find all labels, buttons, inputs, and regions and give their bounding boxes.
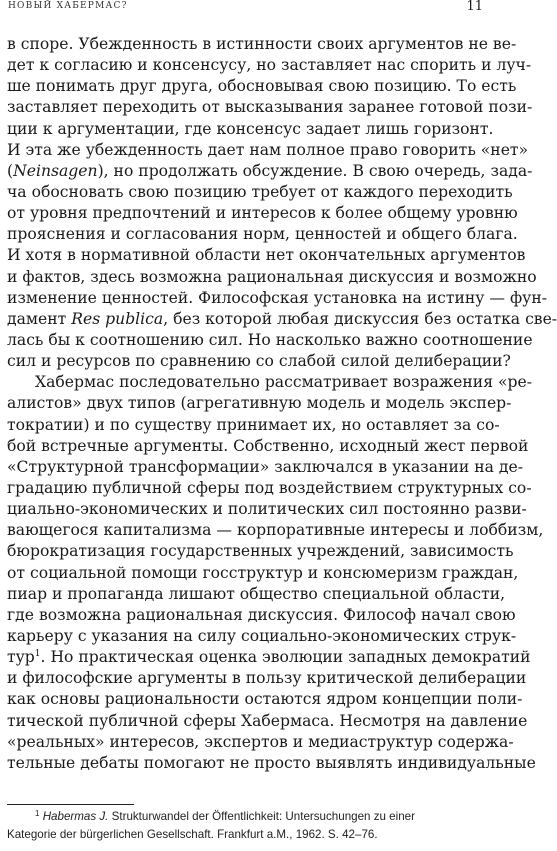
line-segment: . Но практическая оценка эволюции западных демократий: [40, 648, 531, 667]
footnote: [7, 808, 483, 844]
text-line: сил и ресурсов по сравнению со слабой силой делиберации?: [7, 352, 511, 371]
body-text: [7, 34, 557, 774]
italic-term: Neinsagen: [13, 161, 98, 180]
text-line: И хотя в нормативной области нет окончательных аргументов: [7, 246, 526, 265]
footnote-mark: 1: [35, 809, 40, 818]
text-line: от социальной помощи госструктур и консюмеризм граждан,: [7, 563, 519, 582]
line-segment: ), но продолжать обсуждение. В свою очередь, зада-: [97, 161, 533, 180]
page-header: [8, 1, 483, 15]
text-line: ции к аргументации, где консенсус задает лишь горизонт.: [7, 119, 494, 138]
text-line: в споре. Убежденность в истинности своих аргументов не ве-: [7, 35, 517, 53]
text-line: пиар и пропаганда лишают общество специальной области,: [7, 584, 506, 603]
text-line: от уровня предпочтений и интересов к более общему уровню: [7, 204, 518, 223]
text-line: изменение ценностей. Философская установка на истину — фун-: [7, 288, 548, 307]
text-line: дет к согласию и консенсусу, но заставляет нас спорить и луч-: [7, 56, 532, 75]
text-line: Хабермас последовательно рассматривает возражения «ре-: [35, 373, 533, 392]
text-line: карьеру с указания на силу социально-экономических струк-: [7, 626, 517, 645]
text-line: градацию публичной сферы под воздействием структурных со-: [7, 478, 532, 497]
text-line: как основы рациональности остаются ядром концепции поли-: [7, 690, 523, 709]
text-line: и фактов, здесь возможна рациональная дискуссия и возможно: [7, 267, 537, 286]
line-segment: , без которой любая дискуссия без остатка све-: [163, 309, 557, 328]
footnote-divider: [7, 804, 134, 805]
footnote-author: Habermas J.: [42, 810, 109, 823]
italic-term: Res publica: [71, 309, 164, 328]
line-segment: дамент: [7, 309, 72, 328]
text-line: вающегося капитализма — корпоративные интересы и лоббизм,: [7, 521, 544, 540]
text-line: И эта же убежденность дает нам полное право говорить «нет»: [7, 140, 529, 159]
footnote-reference[interactable]: 1: [34, 649, 41, 660]
text-line: прояснения и согласования норм, ценностей и общего блага.: [7, 225, 518, 244]
text-line: тельные дебаты помогают не просто выявлять индивидуальные: [7, 753, 536, 772]
text-line: заставляет переходить от высказывания заранее готовой пози-: [7, 98, 533, 117]
text-line: и философские аргументы в пользу критической делиберации: [7, 669, 527, 688]
footnote-text-1: Strukturwandel der Öffentlichkeit: Untersuchungen zu einer: [108, 810, 415, 823]
text-line: ча обосновать свою позицию требует от каждого переходить: [7, 182, 513, 201]
text-line: где возможна рациональная дискуссия. Философ начал свою: [7, 605, 516, 624]
text-line: бюрократизация государственных учреждений, зависимость: [7, 542, 514, 561]
line-segment: тур: [7, 648, 35, 667]
text-line: [7, 647, 531, 668]
text-line: «реальных» интересов, экспертов и медиаструктур содержа-: [7, 732, 514, 751]
text-line: [7, 161, 533, 182]
footnote-line: [7, 808, 483, 826]
text-line: тической публичной сферы Хабермаса. Несмотря на давление: [7, 711, 528, 730]
text-line: циально-экономических и политических сил постоянно разви-: [7, 500, 527, 519]
text-line: ше понимать друг друга, обосновывая свою позицию. То есть: [7, 77, 517, 96]
text-line: лась бы к соотношению сил. Но насколько важно соотношение: [7, 330, 533, 349]
text-line: алистов» двух типов (агрегативную модель и модель экспер-: [7, 394, 512, 413]
page-number: 11: [466, 0, 483, 14]
line-segment: (: [7, 161, 14, 180]
text-line: тократии) и по существу принимает их, но оставляет за со-: [7, 415, 500, 434]
running-head: НОВЫЙ ХАБЕРМАС?: [8, 1, 128, 11]
text-line: «Структурной трансформации» заключался в указании на де-: [7, 457, 523, 476]
footnote-line: Kategorie der bürgerlichen Gesellschaft. Frankfurt a.M., 1962. S. 42–76.: [7, 828, 378, 841]
text-line: [7, 309, 557, 330]
text-line: бой встречные аргументы. Собственно, исходный жест первой: [7, 436, 529, 455]
